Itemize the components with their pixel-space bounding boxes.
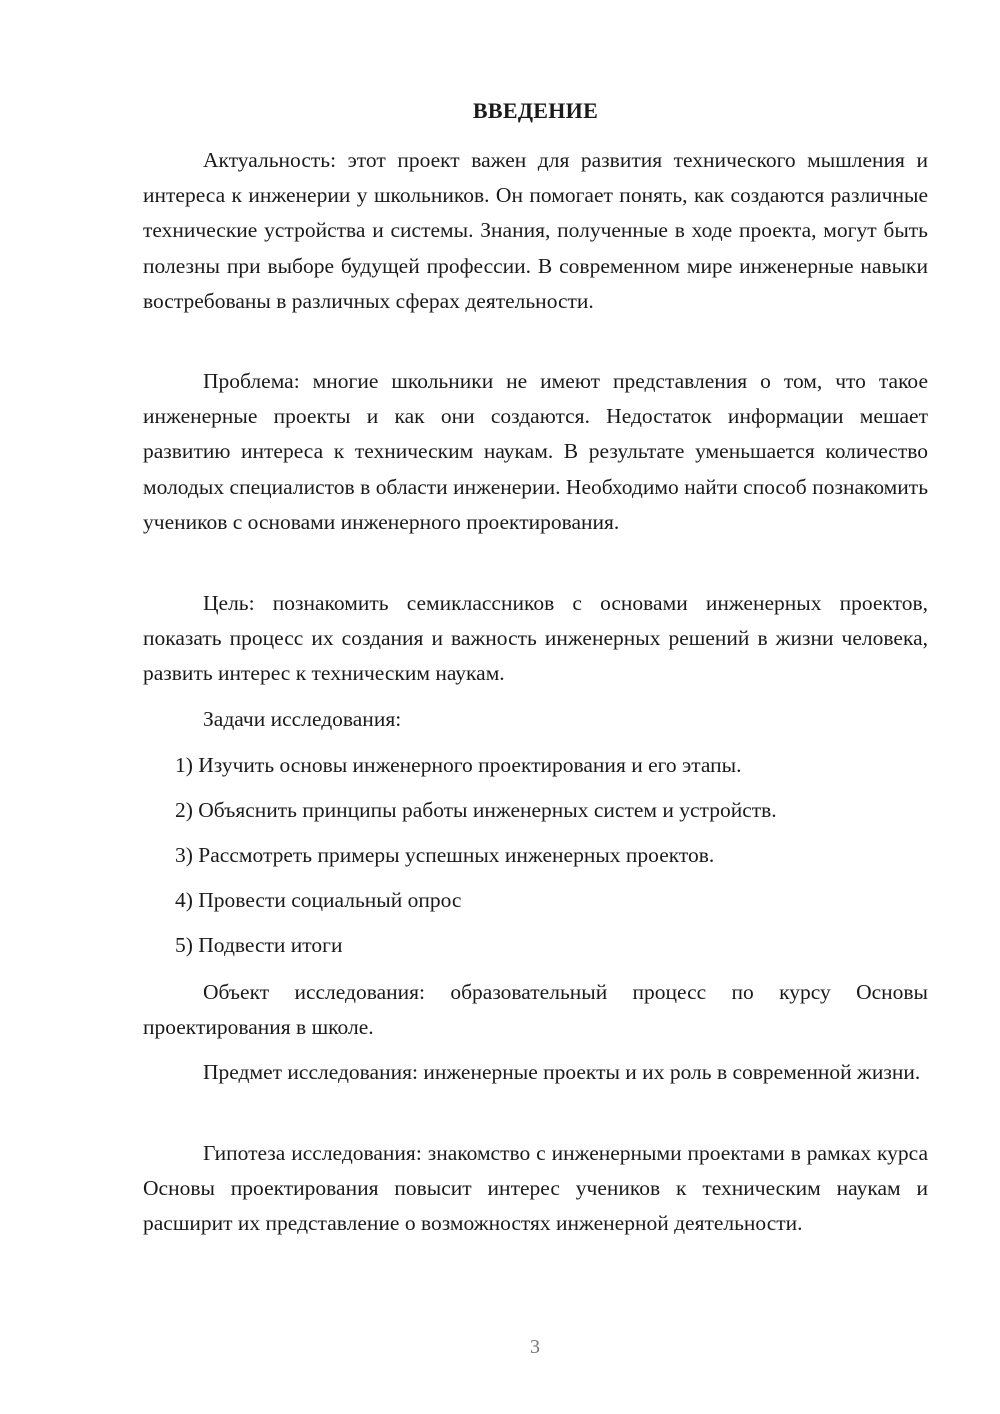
paragraph-object: Объект исследования: образовательный процесс по курсу Основы проектирования в школе. bbox=[143, 980, 928, 1040]
section-title: ВВЕДЕНИЕ bbox=[472, 98, 599, 123]
task-item-2: 2) Объяснить принципы работы инженерных систем и устройств. bbox=[175, 798, 777, 822]
task-item-5: 5) Подвести итоги bbox=[175, 933, 343, 957]
paragraph-subject: Предмет исследования: инженерные проекты и их роль в современной жизни. bbox=[203, 1060, 921, 1084]
paragraph-relevance: Актуальность: этот проект важен для развития технического мышления и интереса к инженерии у школьников. Он помогает понять, как создаются различные технические устройства и системы. Знания, полученные в ходе проекта, могут быть полезны при выборе будущей профессии. В современном мире инженерные навыки востребованы в различных сферах деятельности. bbox=[143, 148, 928, 313]
task-item-3: 3) Рассмотреть примеры успешных инженерных проектов. bbox=[175, 843, 715, 867]
paragraph-hypothesis: Гипотеза исследования: знакомство с инженерными проектами в рамках курса Основы проектирования повысит интерес учеников к техническим наукам и расширит их представление о возможностях инженерной деятельности. bbox=[143, 1141, 928, 1236]
paragraph-goal: Цель: познакомить семиклассников с основами инженерных проектов, показать процесс их создания и важность инженерных решений в жизни человека, развить интерес к техническим наукам. bbox=[143, 591, 928, 686]
page-number: 3 bbox=[530, 1336, 540, 1358]
task-item-4: 4) Провести социальный опрос bbox=[175, 888, 462, 912]
tasks-heading: Задачи исследования: bbox=[203, 707, 402, 731]
task-item-1: 1) Изучить основы инженерного проектирования и его этапы. bbox=[175, 753, 742, 777]
paragraph-problem: Проблема: многие школьники не имеют представления о том, что такое инженерные проекты и как они создаются. Недостаток информации мешает развитию интереса к техническим наукам. В результате уменьшается количество молодых специалистов в области инженерии. Необходимо найти способ познакомить учеников с основами инженерного проектирования. bbox=[143, 369, 928, 534]
